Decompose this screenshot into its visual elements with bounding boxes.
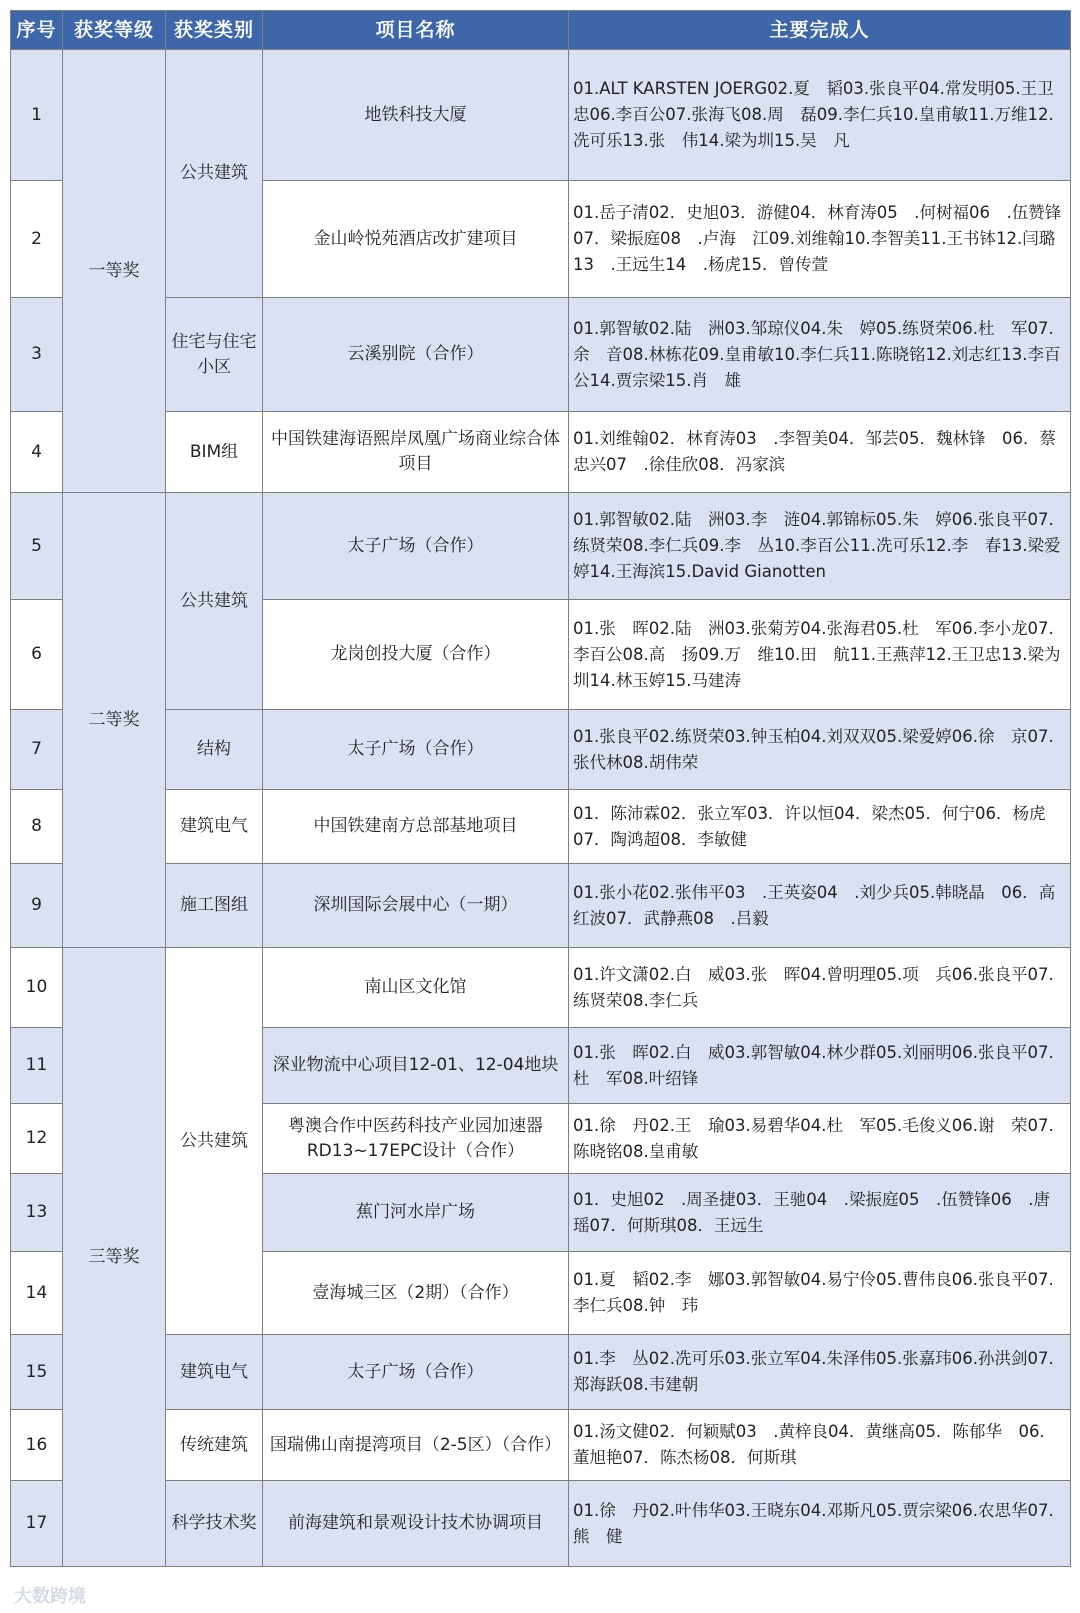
people-cell: 01．史旭02 .周圣捷03．王驰04 .梁振庭05 .伍赞锋06 .唐瑶07．何斯琪08．王远生 <box>569 1174 1071 1252</box>
project-cell: 国瑞佛山南提湾项目（2-5区）（合作） <box>263 1410 569 1481</box>
level-cell: 一等奖 <box>63 50 166 493</box>
row-no: 7 <box>11 710 63 790</box>
row-no: 12 <box>11 1104 63 1174</box>
people-cell: 01.岳子清02．史旭03．游健04．林育涛05 .何树福06 .伍赞锋07．梁振庭08 .卢海 江09.刘维翰10.李智美11.王书钵12.闫璐13 .王远生14 .杨虎15．曾传萱 <box>569 181 1071 298</box>
project-cell: 中国铁建南方总部基地项目 <box>263 790 569 864</box>
table-row <box>11 948 1071 1028</box>
row-no: 2 <box>11 181 63 298</box>
category-cell: 传统建筑 <box>166 1410 263 1481</box>
table-row <box>11 790 1071 864</box>
people-cell: 01.刘维翰02．林育涛03 .李智美04．邹芸05．魏林锋 06．蔡忠兴07 .徐佳欣08．冯家滨 <box>569 412 1071 493</box>
project-cell: 太子广场（合作） <box>263 493 569 600</box>
header-category: 获奖类别 <box>166 11 263 50</box>
watermark-logo <box>14 1582 86 1608</box>
level-cell: 三等奖 <box>63 948 166 1567</box>
watermark-text: 大数跨境 <box>14 1586 86 1607</box>
project-cell: 深圳国际会展中心（一期） <box>263 864 569 948</box>
row-no: 9 <box>11 864 63 948</box>
project-cell: 南山区文化馆 <box>263 948 569 1028</box>
project-cell: 深业物流中心项目12-01、12-04地块 <box>263 1028 569 1104</box>
table-row <box>11 412 1071 493</box>
people-cell: 01.夏 韬02.李 娜03.郭智敏04.易宁伶05.曹伟良06.张良平07.李仁兵08.钟 玮 <box>569 1252 1071 1335</box>
people-cell: 01.ALT KARSTEN JOERG02.夏 韬03.张良平04.常发明05.王卫忠06.李百公07.张海飞08.周 磊09.李仁兵10.皇甫敏11.万维12.冼可乐13.张 伟14.梁为圳15.吴 凡 <box>569 50 1071 181</box>
table-row <box>11 1481 1071 1567</box>
row-no: 5 <box>11 493 63 600</box>
row-no: 15 <box>11 1335 63 1410</box>
row-no: 6 <box>11 600 63 710</box>
project-cell: 云溪别院（合作） <box>263 298 569 412</box>
category-cell: BIM组 <box>166 412 263 493</box>
table-row <box>11 1410 1071 1481</box>
category-cell: 公共建筑 <box>166 948 263 1335</box>
project-cell: 前海建筑和景观设计技术协调项目 <box>263 1481 569 1567</box>
table-row <box>11 50 1071 181</box>
people-cell: 01.张良平02.练贤荣03.钟玉柏04.刘双双05.梁爱婷06.徐 京07.张代林08.胡伟荣 <box>569 710 1071 790</box>
people-cell: 01.张 晖02.陆 洲03.张菊芳04.张海君05.杜 军06.李小龙07.李百公08.高 扬09.万 维10.田 航11.王燕萍12.王卫忠13.梁为圳14.林玉婷15.马建涛 <box>569 600 1071 710</box>
header-level: 获奖等级 <box>63 11 166 50</box>
table-row <box>11 298 1071 412</box>
people-cell: 01.郭智敏02.陆 洲03.李 涟04.郭锦标05.朱 婷06.张良平07.练贤荣08.李仁兵09.李 丛10.李百公11.冼可乐12.李 春13.梁爱婷14.王海滨15.David Gianotten <box>569 493 1071 600</box>
people-cell: 01.许文潇02.白 威03.张 晖04.曾明理05.项 兵06.张良平07.练贤荣08.李仁兵 <box>569 948 1071 1028</box>
project-cell: 金山岭悦苑酒店改扩建项目 <box>263 181 569 298</box>
project-cell: 粤澳合作中医药科技产业园加速器RD13~17EPC设计（合作） <box>263 1104 569 1174</box>
people-cell: 01．陈沛霖02．张立军03．许以恒04．梁杰05．何宁06．杨虎07．陶鸿超08．李敏健 <box>569 790 1071 864</box>
awards-table <box>10 10 1071 1567</box>
category-cell: 住宅与住宅小区 <box>166 298 263 412</box>
header-people: 主要完成人 <box>569 11 1071 50</box>
project-cell: 中国铁建海语熙岸凤凰广场商业综合体项目 <box>263 412 569 493</box>
row-no: 10 <box>11 948 63 1028</box>
row-no: 11 <box>11 1028 63 1104</box>
people-cell: 01.汤文健02．何颖赋03 .黄梓良04．黄继高05．陈郁华 06．董旭艳07．陈杰杨08．何斯琪 <box>569 1410 1071 1481</box>
row-no: 8 <box>11 790 63 864</box>
row-no: 3 <box>11 298 63 412</box>
row-no: 16 <box>11 1410 63 1481</box>
project-cell: 太子广场（合作） <box>263 710 569 790</box>
header-row <box>11 11 1071 50</box>
project-cell: 蕉门河水岸广场 <box>263 1174 569 1252</box>
level-cell: 二等奖 <box>63 493 166 948</box>
table-row <box>11 864 1071 948</box>
table-row <box>11 710 1071 790</box>
table-row <box>11 1335 1071 1410</box>
project-cell: 壹海城三区（2期）（合作） <box>263 1252 569 1335</box>
row-no: 1 <box>11 50 63 181</box>
category-cell: 公共建筑 <box>166 493 263 710</box>
project-cell: 太子广场（合作） <box>263 1335 569 1410</box>
row-no: 13 <box>11 1174 63 1252</box>
row-no: 14 <box>11 1252 63 1335</box>
category-cell: 公共建筑 <box>166 50 263 298</box>
people-cell: 01.李 丛02.冼可乐03.张立军04.朱泽伟05.张嘉玮06.孙洪剑07.郑海跃08.韦建朝 <box>569 1335 1071 1410</box>
category-cell: 结构 <box>166 710 263 790</box>
header-no: 序号 <box>11 11 63 50</box>
project-cell: 龙岗创投大厦（合作） <box>263 600 569 710</box>
category-cell: 施工图组 <box>166 864 263 948</box>
table-row <box>11 493 1071 600</box>
project-cell: 地铁科技大厦 <box>263 50 569 181</box>
category-cell: 科学技术奖 <box>166 1481 263 1567</box>
people-cell: 01.徐 丹02.叶伟华03.王晓东04.邓斯凡05.贾宗梁06.农思华07.熊 健 <box>569 1481 1071 1567</box>
people-cell: 01.郭智敏02.陆 洲03.邹琼仪04.朱 婷05.练贤荣06.杜 军07.余 音08.林栋花09.皇甫敏10.李仁兵11.陈晓铭12.刘志红13.李百公14.贾宗梁15.肖 雄 <box>569 298 1071 412</box>
people-cell: 01.张 晖02.白 威03.郭智敏04.林少群05.刘丽明06.张良平07.杜 军08.叶绍锋 <box>569 1028 1071 1104</box>
category-cell: 建筑电气 <box>166 1335 263 1410</box>
header-project: 项目名称 <box>263 11 569 50</box>
row-no: 17 <box>11 1481 63 1567</box>
people-cell: 01.徐 丹02.王 瑜03.易碧华04.杜 军05.毛俊义06.谢 荣07.陈晓铭08.皇甫敏 <box>569 1104 1071 1174</box>
category-cell: 建筑电气 <box>166 790 263 864</box>
people-cell: 01.张小花02.张伟平03 .王英姿04 .刘少兵05.韩晓晶 06．高红波07．武静燕08 .吕毅 <box>569 864 1071 948</box>
row-no: 4 <box>11 412 63 493</box>
